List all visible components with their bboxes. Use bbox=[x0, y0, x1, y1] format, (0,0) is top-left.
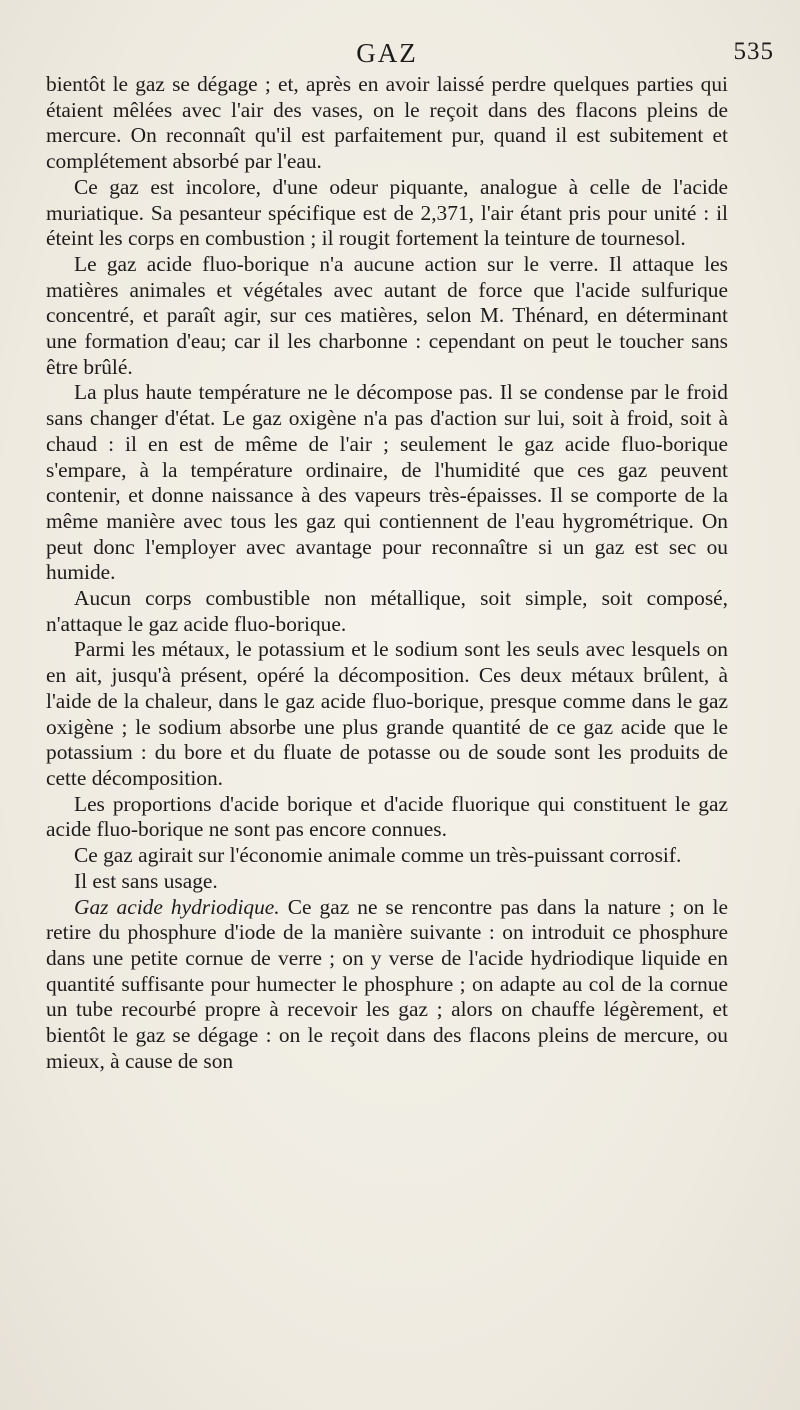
paragraph: La plus haute température ne le décompose pas. Il se condense par le froid sans changer d'état. Le gaz oxigène n'a pas d'action sur lui, soit à froid, soit à chaud : il en est de même de l'air ; seulement le gaz acide fluo-borique s'empare, à la température ordinaire, de l'humidité que ces gaz peuvent contenir, et donne naissance à des vapeurs très-épaisses. Il se comporte de la même manière avec tous les gaz qui contiennent de l'eau hygrométrique. On peut donc l'employer avec avantage pour reconnaître si un gaz est sec ou humide. bbox=[46, 380, 728, 585]
paragraph-text: Ce gaz ne se rencontre pas dans la nature ; on le retire du phosphure d'iode de la manière suivante : on introduit ce phosphure dans une petite cornue de verre ; on y verse de l'acide hydriodique liquide en quantité suffisante pour humecter le phosphure ; on adapte au col de la cornue un tube recourbé propre à recevoir les gaz ; alors on chauffe légèrement, et bientôt le gaz se dégage : on le reçoit dans des flacons pleins de mercure, ou mieux, à cause de son bbox=[46, 894, 728, 1073]
body-text bbox=[46, 72, 728, 1074]
page-number: 535 bbox=[733, 38, 774, 65]
section-heading: Gaz acide hydriodique. bbox=[74, 894, 280, 919]
paragraph-with-heading bbox=[46, 895, 728, 1075]
running-head bbox=[46, 34, 774, 72]
paragraph: Ce gaz est incolore, d'une odeur piquante, analogue à celle de l'acide muriatique. Sa pesanteur spécifique est de 2,371, l'air étant pris pour unité : il éteint les corps en combustion ; il rougit fortement la teinture de tournesol. bbox=[46, 174, 728, 251]
paragraph: Il est sans usage. bbox=[74, 868, 218, 893]
paragraph: Aucun corps combustible non métallique, soit simple, soit composé, n'attaque le gaz acide fluo-borique. bbox=[46, 586, 728, 636]
paragraph: Le gaz acide fluo-borique n'a aucune action sur le verre. Il attaque les matières animales et végétales avec autant de force que l'acide sulfurique concentré, et paraît agir, sur ces matières, selon M. Thénard, en déterminant une formation d'eau; car il les charbonne : cependant on peut le toucher sans être brûlé. bbox=[46, 251, 728, 379]
paragraph: bientôt le gaz se dégage ; et, après en avoir laissé perdre quelques parties qui étaient mêlées avec l'air des vases, on le reçoit dans des flacons pleins de mercure. On reconnaît qu'il est parfaitement pur, quand il est subitement et complétement absorbé par l'eau. bbox=[46, 72, 728, 174]
page-title: GAZ bbox=[356, 38, 418, 68]
paragraph: Les proportions d'acide borique et d'acide fluorique qui constituent le gaz acide fluo-borique ne sont pas encore connues. bbox=[46, 791, 728, 842]
paragraph: Ce gaz agirait sur l'économie animale comme un très-puissant corrosif. bbox=[74, 843, 682, 868]
paragraph: Parmi les métaux, le potassium et le sodium sont les seuls avec lesquels on en ait, jusqu'à présent, opéré la décomposition. Ces deux métaux brûlent, à l'aide de la chaleur, dans le gaz acide fluo-borique, presque comme dans le gaz oxigène ; le sodium absorbe une plus grande quantité de ce gaz acide que le potassium : du bore et du fluate de potasse ou de soude sont les produits de cette décomposition. bbox=[46, 637, 728, 790]
